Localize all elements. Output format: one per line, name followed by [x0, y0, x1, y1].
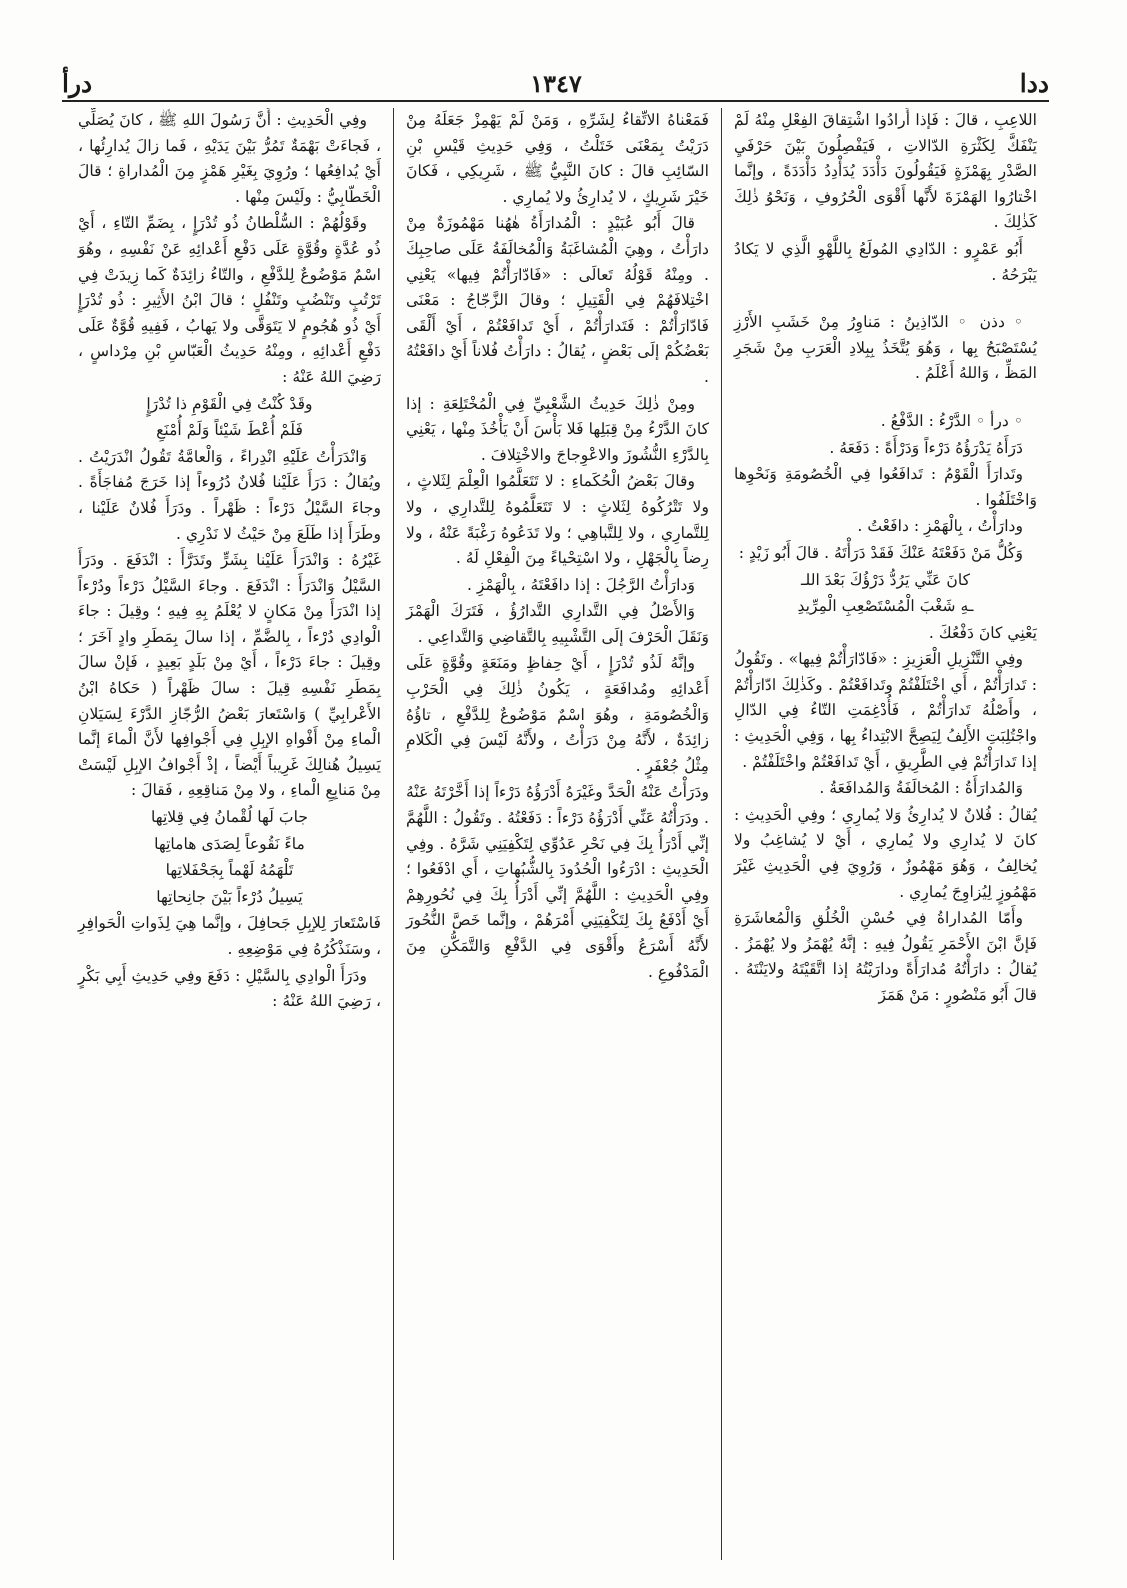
paragraph: أَبُو عَمْرٍو : الدّادِي المُولَعُ بِاللَّهْوِ الَّذِي لا يَكادُ يَبْرَحُهُ .	[734, 239, 1037, 284]
column-divider	[721, 108, 722, 1560]
paragraph: وَدارَأْتُ الرَّجُلَ : إذا دافَعْتَهُ ، بِالْهَمْزِ .	[466, 575, 695, 594]
page-number: ١٣٤٧	[530, 69, 582, 98]
paragraph: يُقالُ : فُلانٌ لا يُدارِئُ وَلا يُمارِي ؛ وفِي الْحَدِيثِ : كانَ لا يُدارِي ولا يُمارِي ، أَيْ لا يُشاغِبُ ولا يُخالِفُ ، وَهُوَ مَهْمُوزٌ ، وَرُوِيَ فِي الْحَدِيثِ غَيْرَ مَهْمُوزٍ لِيُزاوِجَ يُمارِي .	[734, 805, 1037, 901]
paragraph: وفِي الْحَدِيثِ : أَنَّ رَسُولَ اللهِ ﷺ ، كانَ يُصَلِّي ، فَجاءَتْ بَهْمَةٌ تَمُرُّ بَيْنَ يَدَيْهِ ، فَما زالَ يُدارِئُها ، أَيْ يُدافِعُها ؛ ورُوِيَ بِغَيْرِ هَمْزٍ مِنَ الْمُداراةِ ؛ قالَ الْخَطّابِيُّ : ولَيْسَ مِنْها .	[78, 111, 381, 206]
paragraph: وقالَ بَعْضُ الْحُكَماءِ : لا تَتَعَلَّمُوا الْعِلْمَ لِثَلاثٍ ، ولا تَتْرُكُوهُ لِثَلاثٍ : لا تَتَعَلَّمُوهُ لِلتَّدارِي ، ولا لِلتَّمارِي ، ولا لِلتَّباهِي ؛ ولا تَدَعُوهُ رَغْبَةً عَنْهُ ، ولا رِضاً بِالْجَهْلِ ، ولا اسْتِحْياءً مِنَ الْفِعْلِ لَهُ .	[406, 472, 709, 568]
paragraph: ودَرَأْتُ عَنْهُ الْحَدَّ وغَيْرَهُ أَدْرَؤُهُ دَرْءاً إذا أَخَّرْتَهُ عَنْهُ . ودَرَأْتُهُ عَنِّي أَدْرَؤُهُ دَرْءاً : دَفَعْتُهُ . وتَقُولُ : اللَّهُمَّ إنِّي أَدْرَأُ بِكَ فِي نَحْرِ عَدُوِّي لِتَكْفِيَنِي شَرَّهُ . وفِي الْحَدِيثِ : ادْرَءُوا الْحُدُودَ بِالشُّبُهاتِ ، أَي ادْفَعُوا ؛ وفِي الْحَدِيثِ : اللَّهُمَّ إنِّي أَدْرَأُ بِكَ فِي نُحُورِهِمْ أَيْ أَدْفَعُ بِكَ لِتَكْفِيَنِي أَمْرَهُمْ ، وإنَّما خَصَّ النُّحُورَ لأَنَّهُ أَسْرَعُ وأَقْوَى فِي الدَّفْعِ وَالتَّمَكُّنِ مِنَ الْمَدْفُوعِ .	[406, 783, 709, 981]
paragraph: غَيْرُهُ : وَانْدَرَأَ عَلَيْنا بِشَرٍّ وتَدَرَّأَ : انْدَفَعَ . ودَرَأَ السَّيْلُ وَانْدَرَأَ : انْدَفَعَ . وجاءَ السَّيْلُ دَرْءاً ودُرْءاً إذا انْدَرَأَ مِنْ مَكانٍ لا يُعْلَمُ بِهِ فِيهِ ؛ وقِيلَ : جاءَ الْوادِي دُرْءاً ، بِالضَّمِّ ، إذا سالَ بِمَطَرِ وادٍ آخَرَ ؛ وقِيلَ : جاءَ دَرْءاً ، أَيْ مِنْ بَلَدٍ بَعِيدٍ ، فَإنْ سالَ بِمَطَرِ نَفْسِهِ قِيلَ : سالَ ظَهْراً ( حَكاهُ ابْنُ الأَعْرابِيِّ ) وَاسْتَعارَ بَعْضُ الرُّجّازِ الدَّرْءَ لِسَيَلانِ الْماءِ مِنْ أَفْواهِ الإبِلِ فِي أَجْوافِها لأَنَّ الْماءَ إنَّما يَسِيلُ هُنالِكَ غَرِيباً أَيْضاً ، إذْ أَجْوافُ الإبِلِ لَيْسَتْ مِنْ مَنابِعِ الْماءِ ، ولا مِنْ مَناقِعِهِ ، فَقالَ :	[78, 551, 381, 800]
paragraph: وَالمُدارَأَةُ : المُخالَفَةُ وَالمُدافَعَةُ .	[819, 779, 1023, 798]
paragraph: اللاعِبِ ، قالَ : فَإذا أَرادُوا اشْتِقاقَ الفِعْلِ مِنْهُ لَمْ يَنْفَكَّ لِكَثْرَةِ الدّالاتِ ، فَيَفْصِلُونَ بَيْنَ حَرْفَيِ الصَّدْرِ بِهَمْزَةٍ فَيَقُولُونَ دَأْدَدَ يُدَأْدِدُ دَأْدَدَةً ، وإنَّما اخْتارُوا الهَمْزَةَ لأَنَّها أَقْوَى الْحُرُوفِ ، وَنَحْوُ ذٰلِكَ كَذٰلِكَ .	[734, 111, 1037, 232]
paragraph: ودارَأْتُ ، بِالْهَمْزِ : دافَعْتُ .	[857, 517, 1023, 536]
paragraph: وتَدارَأَ الْقَوْمُ : تَدافَعُوا فِي الْخُصُومَةِ وَنَحْوِها وَاخْتَلَفُوا .	[734, 465, 1037, 509]
paragraph: دَرَأَهُ يَدْرَؤُهُ دَرْءاً وَدَرْأَةً : دَفَعَهُ .	[829, 438, 1023, 457]
paragraph: ودَرَأَ الْوادِي بِالسَّيْلِ : دَفَعَ وفِي حَدِيثِ أَبِي بَكْرٍ ، رَضِيَ اللهُ عَنْهُ :	[78, 966, 381, 1011]
verse-line: ـهِ شَغْبَ الْمُسْتَصْعِبِ الْمِرِّيدِ	[797, 597, 974, 616]
header-right-word: ددا	[1019, 69, 1049, 98]
paragraph: فَمَعْناهُ الاتِّقاءُ لِشَرِّهِ ، وَمَنْ لَمْ يَهْمِزْ جَعَلَهُ مِنْ دَرَيْتُ بِمَعْنَى خَتَلْتُ ، وَفِي حَدِيثِ قَيْسِ بْنِ السّائِبِ قالَ : كانَ النَّبِيُّ ﷺ ، شَرِيكِي ، فَكانَ خَيْرَ شَرِيكٍ ، لا يُدارِئُ ولا يُمارِي .	[406, 111, 709, 206]
paragraph: وإنَّهُ لَذُو تُدْرَإٍ ، أَيْ حِفاظٍ ومَنَعَةٍ وقُوَّةٍ عَلَى أَعْدائِهِ ومُدافَعَةٍ ، يَكُونُ ذٰلِكَ فِي الْحَرْبِ وَالْخُصُومَةِ ، وهُوَ اسْمٌ مَوْضُوعٌ لِلدَّفْعِ ، تاؤُهُ زائِدَةٌ ، لأَنَّهُ مِنْ دَرَأْتُ ، ولأَنَّهُ لَيْسَ فِي الْكَلامِ مِثْلُ جُعْفَرٍ .	[406, 654, 709, 775]
paragraph: يَعْنِي كانَ دَفْعُكَ .	[928, 623, 1037, 642]
page-header	[62, 56, 1049, 98]
paragraph: ◦ درأ ◦ الدَّرْءُ : الدَّفْعُ .	[880, 411, 1023, 430]
column-left	[66, 108, 393, 1560]
header-rule	[62, 100, 1049, 102]
verse-line: كانَ عَنِّي يَرُدُّ دَرْؤُكَ بَعْدَ اللـ	[800, 570, 971, 589]
verse-line: ماءً نَقُوعاً لِصَدَى هاماتِها	[154, 834, 305, 853]
verse-line: وقَدْ كُنْتُ فِي الْقَوْمِ ذا تُدْرَإٍ	[146, 394, 313, 413]
paragraph: وقَوْلُهُمْ : السُّلْطانُ ذُو تُدْرَإٍ ، بِضَمِّ التّاءِ ، أَيْ ذُو عُدَّةٍ وقُوَّةٍ عَلَى دَفْعِ أَعْدائِهِ عَنْ نَفْسِهِ ، وهُوَ اسْمٌ مَوْضُوعٌ لِلدَّفْعِ ، والتّاءُ زائِدَةٌ كَما زِيدَتْ فِي تَرْتُبٍ وتَنْضُبٍ وتَنْفُلٍ ؛ قالَ ابْنُ الأَثِيرِ : ذُو تُدْرَإٍ أَيْ ذُو هُجُومٍ لا يَتَوَقَّى ولا يَهابُ ، فَفِيهِ قُوَّةٌ عَلَى دَفْعِ أَعْدائِهِ ، ومِنْهُ حَدِيثُ الْعَبّاسِ بْنِ مِرْداسٍ ، رَضِيَ اللهُ عَنْهُ :	[78, 214, 381, 386]
paragraph: فَاسْتَعارَ لِلإبِلِ جَحافِلَ ، وإنَّما هِيَ لِذَواتِ الْحَوافِرِ ، وسَنَذْكُرُهُ فِي مَوْضِعِهِ .	[78, 914, 381, 958]
text-columns	[66, 108, 1049, 1560]
column-middle	[394, 108, 721, 1560]
column-right	[722, 108, 1049, 1560]
paragraph: وأَمّا المُداراةُ فِي حُسْنِ الْخُلُقِ وَالْمُعاشَرَةِ فَإنَّ ابْنَ الأَحْمَرِ يَقُولُ فِيهِ : إنَّهُ يُهْمَزُ ولا يُهْمَزُ . يُقالُ : دارَأْتُهُ مُدارَأَةً ودارَيْتُهُ إذا اتَّقَيْتَهُ ولايَنْتَهُ . قالَ أَبُو مَنْصُورٍ : مَنْ هَمَزَ	[734, 909, 1037, 1004]
paragraph: ◦ دذن ◦ الدّاذِينُ : مَناوِرُ مِنْ خَشَبِ الأَرْزِ يُسْتَصْبَحُ بِها ، وَهُوَ يُتَّخَذُ بِبِلادِ الْعَرَبِ مِنْ شَجَرِ المَظِّ ، وَاللهُ أَعْلَمُ .	[734, 313, 1037, 383]
paragraph: وَكُلُّ مَنْ دَفَعْتَهُ عَنْكَ فَقَدْ دَرَأْتَهُ . قالَ أَبُو زَيْدٍ :	[738, 543, 1023, 562]
paragraph: وَانْدَرَأْتُ عَلَيْهِ انْدِراءً ، وَالْعامَّةُ تَقُولُ انْدَرَيْتُ . ويُقالُ : دَرَأَ عَلَيْنا فُلانٌ دُرُوءاً إذا خَرَجَ مُفاجَأَةً . وجاءَ السَّيْلُ دَرْءاً : ظَهْراً . ودَرَأَ فُلانٌ عَلَيْنا ، وطَرَأَ إذا طَلَعَ مِنْ حَيْثُ لا نَدْرِي .	[78, 447, 381, 543]
verse-line: فَلَمْ أُعْطَ شَيْئاً وَلَمْ أُمْنَعِ	[156, 421, 303, 440]
column-divider	[393, 108, 394, 1560]
paragraph: وفِي التَّنْزِيلِ الْعَزِيزِ : «فَادّارَأْتُمْ فِيها» . وتَقُولُ : تَدارَأْتُمْ ، أَي اخْتَلَفْتُمْ وتَدافَعْتُمْ . وكَذٰلِكَ ادّارَأْتُمْ ، وأَصْلُهُ تَدارَأْتُمْ ، فَأُدْغِمَتِ التّاءُ فِي الدّالِ واجْتُلِبَتِ الأَلِفُ لِيَصِحَّ الابْتِداءُ بِها ، وَفِي الْحَدِيثِ : إذا تَدارَأْتُمْ فِي الطَّرِيقِ ، أَيْ تَدافَعْتُمْ واخْتَلَفْتُمْ .	[734, 650, 1037, 771]
verse-line: يَسِيلُ دُرْءاً بَيْنَ جانِحاتِها	[156, 887, 303, 906]
verse-line: جابَ لَها لُقْمانُ فِي قِلاتِها	[151, 808, 308, 827]
paragraph: ومِنْ ذٰلِكَ حَدِيثُ الشَّعْبِيِّ فِي الْمُخْتَلِعَةِ : إذا كانَ الدَّرْءُ مِنْ قِبَلِها فَلا بَأْسَ أَنْ يَأْخُذَ مِنْها ، يَعْنِي بِالدَّرْءِ النُّشُوزَ والاعْوِجاجَ والاخْتِلافَ .	[406, 394, 709, 464]
header-left-word: درأ	[62, 69, 93, 98]
verse-line: تَلْهَمُهُ لَهْماً بِجَحْفَلاتِها	[165, 861, 294, 880]
paragraph: وَالأَصْلُ فِي التَّدارِي التَّدارُؤُ ، فَتَرَكَ الْهَمْزَ وَنَقَلَ الْحَرْفَ إلَى التَّشْبِيهِ بِالتَّقاضِي وَالتَّداعِي .	[406, 602, 709, 646]
paragraph: قالَ أَبُو عُبَيْدٍ : الْمُدارَأَةُ هٰهُنا مَهْمُوزَةٌ مِنْ دارَأْتُ ، وهِيَ الْمُشاغَبَةُ وَالْمُخالَفَةُ عَلَى صاحِبِكَ . ومِنْهُ قَوْلُهُ تَعالَى : «فَادّارَأْتُمْ فِيها» يَعْنِي اخْتِلافَهُمْ فِي الْقَتِيلِ ؛ وقالَ الزَّجّاجُ : مَعْنَى فَادّارَأْتُمْ : فَتَدارَأْتُمْ ، أَيْ تَدافَعْتُمْ ، أَيْ أَلْقَى بَعْضُكُمْ إلَى بَعْضٍ ، يُقالُ : دارَأْتُ فُلاناً أَيْ دافَعْتُهُ .	[406, 214, 709, 386]
